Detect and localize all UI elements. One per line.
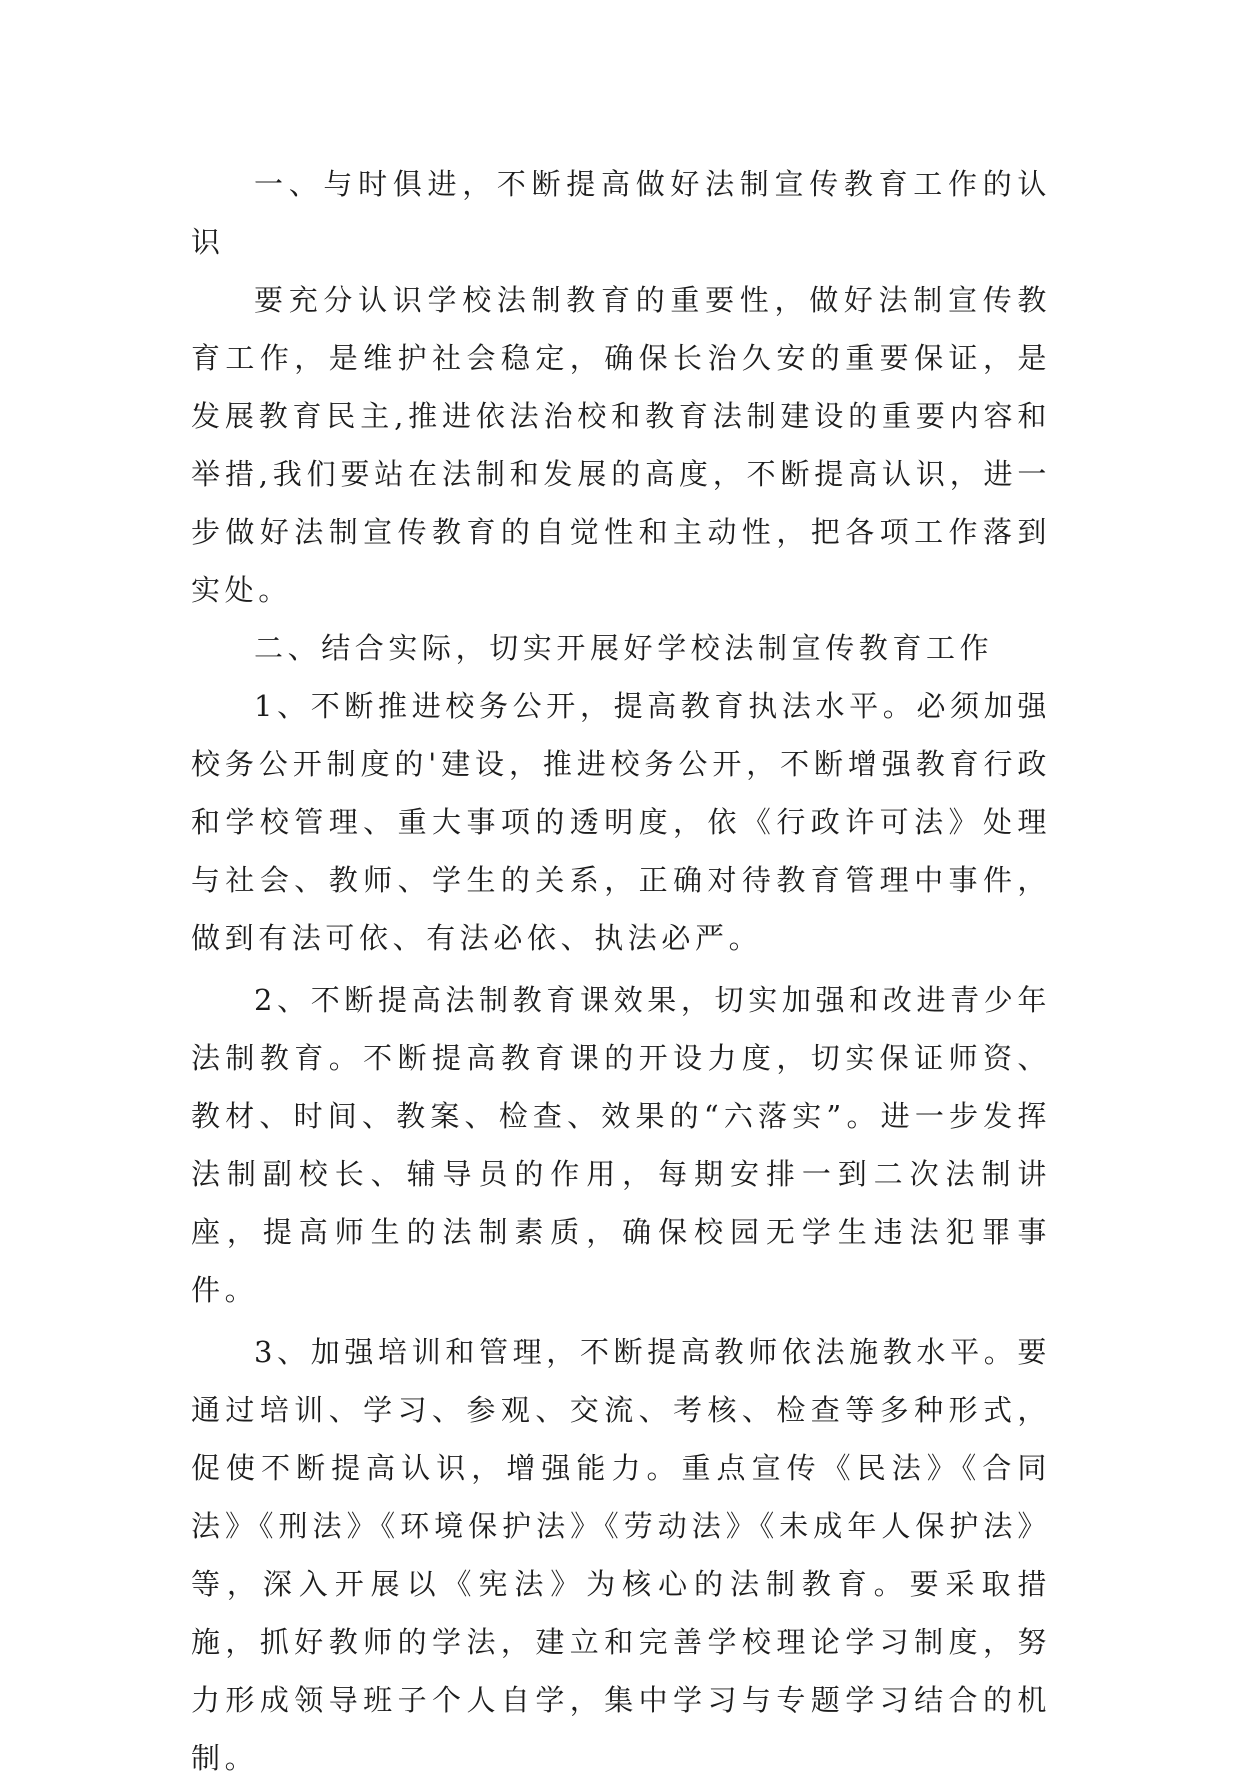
paragraph-item-1: 1、不断推进校务公开，提高教育执法水平。必须加强校务公开制度的'建设，推进校务公开，不断增强教育行政和学校管理、重大事项的透明度，依《行政许可法》处理与社会、教师、学生的关系，正确对待教育管理中事件，做到有法可依、有法必依、执法必严。 <box>191 689 1051 955</box>
section-heading-2: 二、结合实际，切实开展好学校法制宣传教育工作 <box>254 631 994 665</box>
section-heading-1: 一、与时俱进，不断提高做好法制宣传教育工作的认识 <box>191 167 1051 259</box>
paragraph-item-2: 2、不断提高法制教育课效果，切实加强和改进青少年法制教育。不断提高教育课的开设力度，切实保证师资、教材、时间、教案、检查、效果的“六落实”。进一步发挥法制副校长、辅导员的作用，每期安排一到二次法制讲座，提高师生的法制素质，确保校园无学生违法犯罪事件。 <box>191 983 1051 1307</box>
paragraph-item-3: 3、加强培训和管理，不断提高教师依法施教水平。要通过培训、学习、参观、交流、考核、检查等多种形式，促使不断提高认识，增强能力。重点宣传《民法》《合同法》《刑法》《环境保护法》《劳动法》《未成年人保护法》等，深入开展以《宪法》为核心的法制教育。要采取措施，抓好教师的学法，建立和完善学校理论学习制度，努力形成领导班子个人自学，集中学习与专题学习结合的机制。 <box>191 1335 1051 1775</box>
paragraph-awareness: 要充分认识学校法制教育的重要性，做好法制宣传教育工作，是维护社会稳定，确保长治久安的重要保证，是发展教育民主,推进依法治校和教育法制建设的重要内容和举措,我们要站在法制和发展的高度，不断提高认识，进一步做好法制宣传教育的自觉性和主动性，把各项工作落到实处。 <box>191 283 1051 607</box>
document-body <box>191 155 1051 1787</box>
